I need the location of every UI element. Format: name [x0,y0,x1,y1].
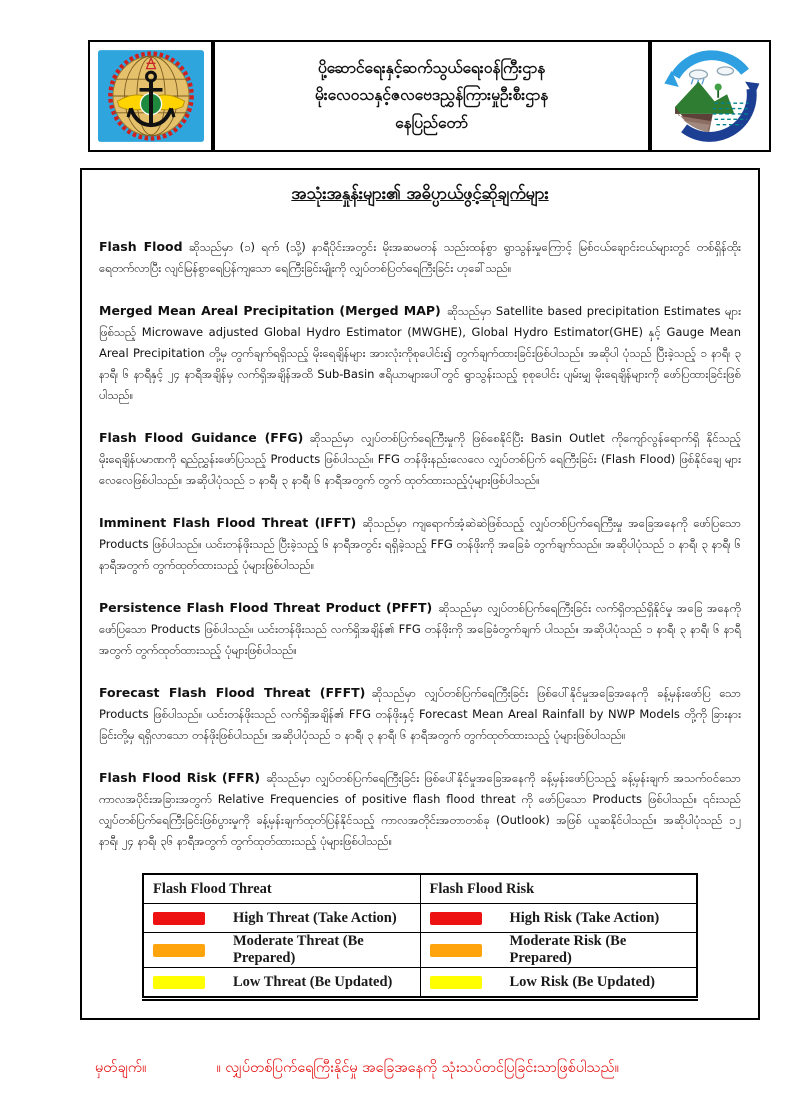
paragraph-pfft [99,597,741,661]
paragraph-merged-map [99,300,741,406]
low-risk-label: Low Risk (Be Updated) [509,973,655,990]
table-header-row [143,874,697,904]
moderate-risk-label: Moderate Risk (Be Prepared) [509,933,627,966]
paragraph-text: ဆိုသည်မှာ (၁) ရက် (သို့) နာရီပိုင်းအတွင်း မိုးအဆမတန် သည်းထန်စွာ ရွာသွန်းမှုကြောင့် မြစ်ငယ်ချောင်းငယ်များတွင် တစ်ရှိန်ထိုးရေတက်လာပြီး လျင်မြန်စွာရေပြန်ကျသော ရေကြီးခြင်းမျိုးကို လျှပ်တစ်ပြတ်ရေကြီးခြင်း ဟုခေါ်သည်။ [99,240,741,275]
term-ffr: Flash Flood Risk (FFR) [99,770,261,785]
letterhead [88,40,771,152]
paragraph-ffft [99,682,741,746]
paragraph-flash-flood [99,236,741,279]
dmh-water-cycle-logo-icon [659,47,763,145]
footnote-label: မှတ်ချက်။ [95,1060,147,1076]
term-flash-flood: Flash Flood [99,239,183,254]
department-name: မိုးလေဝသနှင့်ဇလဗေဒညွှန်ကြားမှုဦးစီးဌာန [314,86,549,105]
paragraph-text: ဆိုသည်မှာ လျှပ်တစ်ပြက်ရေကြီးခြင်း လက်ရှိတည်ရှိနိုင်မှု အခြေ အနေကို ဖော်ပြသော Products ဖြစ်ပါသည်။ ယင်းတန်ဖိုးသည် လက်ရှိအချိန်၏ FFG တန်ဖိုးကို အခြေခံတွက်ချက် ပါသည်။ အဆိုပါပုံသည် ၁ နာရီ၊ ၃ နာရီ၊ ၆ နာရီအတွက် တွက်ထုတ်ထားသည့် ပုံများဖြစ်ပါသည်။ [99,601,742,657]
paragraph-ffg [99,427,741,491]
high-risk-color-swatch [430,912,482,925]
table-row-low [143,968,697,999]
paragraph-text: ဆိုသည်မှာ လျှပ်တစ်ပြက်ရေကြီးခြင်း ဖြစ်ပေါ်နိုင်မှုအခြေအနေကို ခန့်မှန်းဖော်ပြသည့် ခန့်မှန်းချက် အသက်ဝင်သော ကာလအပိုင်းအခြားအတွက် Relative Frequencies of positive flash flood threat ကို ဖော်ပြသော Products ဖြစ်ပါသည်။ ၎င်းသည် လျှပ်တစ်ပြက်ရေကြီးခြင်းဖြစ်ပွားမှုကို ခန့်မှန်းချက်ထုတ်ပြန်နိုင်သည့် ကာလအတိုင်းအတာတစ်ခု (Outlook) အဖြစ် ယူဆနိုင်ပါသည်။ အဆိုပါပုံသည် ၁၂ နာရီ၊ ၂၄ နာရီ၊ ၃၆ နာရီအတွက် တွက်ထုတ်ထားသည့် ပုံများဖြစ်ပါသည်။ [99,771,741,848]
high-threat-color-swatch [153,912,205,925]
table-row-high [143,904,697,933]
column-header-risk: Flash Flood Risk [420,874,697,904]
paragraph-text: ဆိုသည်မှာ လျှပ်တစ်ပြက်ရေကြီးခြင်း ဖြစ်ပေါ်နိုင်မှုအခြေအနေကို ခန့်မှန်းဖော်ပြ သော Products ဖြစ်ပါသည်။ ယင်းတန်ဖိုးသည် လက်ရှိအချိန်၏ FFG တန်ဖိုးနှင့် Forecast Mean Areal Rainfall by NWP Models တို့ကို ခြားနားခြင်းတို့မှ ရရှိလာသော တန်ဖိုးဖြစ်ပါသည်။ အဆိုပါပုံသည် ၁ နာရီ၊ ၃ နာရီ၊ ၆ နာရီအတွက် တွက်ထုတ်ထားသည့် ပုံများဖြစ်ပါသည်။ [99,686,741,742]
threat-risk-table [142,873,698,1001]
term-ifft: Imminent Flash Flood Threat (IFFT) [99,515,357,530]
high-threat-label: High Threat (Take Action) [233,909,397,926]
ministry-name: ပို့ဆောင်ရေးနှင့်ဆက်သွယ်ရေးဝန်ကြီးဌာန [317,59,546,78]
moderate-threat-label: Moderate Threat (Be Prepared) [233,933,364,966]
city-name: နေပြည်တော် [395,113,468,132]
moderate-threat-color-swatch [153,944,205,957]
paragraph-text: ဆိုသည်မှာ လျှပ်တစ်ပြက်ရေကြီးမှုကို ဖြစ်စေနိုင်ပြီး Basin Outlet ကိုကျော်လွန်ရောက်ရှိ နိုင်သည့် မိုးရေချိန်ပမာဏကို ရည်ညွှန်းဖော်ပြသည့် Products ဖြစ်ပါသည်။ FFG တန်ဖိုးနည်းလေလေ လျှပ်တစ်ပြက် ရေကြီးခြင်း (Flash Flood) ဖြစ်နိုင်ချေ များလေလေဖြစ်ပါသည်။ အဆိုပါပုံသည် ၁ နာရီ၊ ၃ နာရီ၊ ၆ နာရီအတွက် တွက် ထုတ်ထားသည့်ပုံများဖြစ်ပါသည်။ [99,431,741,487]
column-header-threat: Flash Flood Threat [143,874,420,904]
ministry-logo-box [88,40,213,152]
footnote-text: ။ လျှပ်တစ်ပြက်ရေကြီးနိုင်မှု အခြေအနေကို သုံးသပ်တင်ပြခြင်းသာဖြစ်ပါသည်။ [216,1060,620,1076]
dmh-logo-box [650,40,771,152]
ministry-seal-logo-icon [98,48,204,144]
low-threat-label: Low Threat (Be Updated) [233,973,393,990]
term-ffft: Forecast Flash Flood Threat (FFFT) [99,685,366,700]
moderate-risk-color-swatch [430,944,482,957]
paragraph-text: ဆိုသည်မှာ ကျရောက်အံ့ဆဲဆဲဖြစ်သည့် လျှပ်တစ်ပြက်ရေကြီးမှု အခြေအနေကို ဖော်ပြသော Products ဖြစ်ပါသည်။ ယင်းတန်ဖိုးသည် ပြီးခဲ့သည့် ၆ နာရီအတွင်း ရရှိခဲ့သည့် FFG တန်ဖိုးကို အခြေခံ တွက်ချက်သည်။ အဆိုပါပုံသည် ၁ နာရီ၊ ၃ နာရီ၊ ၆ နာရီအတွက် တွက်ထုတ်ထားသည့် ပုံများဖြစ်ပါသည်။ [99,516,741,572]
paragraph-text: ဆိုသည်မှာ Satellite based precipitation Estimates များဖြစ်သည့် Microwave adjusted Global Hydro Estimator (MWGHE), Global Hydro Estimator(GHE) နှင့် Gauge Mean Areal Precipitation တို့မှ တွက်ချက်ရရှိသည့် မိုးရေချိန်များ အားလုံးကိုစုပေါင်း၍ တွက်ချက်ထားခြင်းဖြစ်ပါသည်။ အဆိုပါ ပုံသည် ပြီးခဲ့သည့် ၁ နာရီ၊ ၃ နာရီ၊ ၆ နာရီနှင့် ၂၄ နာရီအချိန်မှ လက်ရှိအချိန်အထိ Sub-Basin ဧရိယာများပေါ်တွင် ရွာသွန်းသည့် စုစုပေါင်း ပျမ်းမျှ မိုးရေချိန်များကို ဖော်ပြထားခြင်းဖြစ်ပါသည်။ [99,304,741,402]
footnote [95,1058,755,1080]
table-row-moderate [143,933,697,968]
letterhead-title-box [213,40,650,152]
paragraph-ffr [99,767,741,852]
term-pfft: Persistence Flash Flood Threat Product (PFFT) [99,600,433,615]
high-risk-label: High Risk (Take Action) [509,909,660,926]
term-ffg: Flash Flood Guidance (FFG) [99,430,304,445]
term-merged-map: Merged Mean Areal Precipitation (Merged MAP) [99,303,441,318]
low-threat-color-swatch [153,976,205,989]
low-risk-color-swatch [430,976,482,989]
paragraph-ifft [99,512,741,576]
definitions-box [80,168,760,1020]
page-title: အသုံးအနှုန်းများ၏ အဓိပ္ပာယ်ဖွင့်ဆိုချက်များ [291,184,549,203]
